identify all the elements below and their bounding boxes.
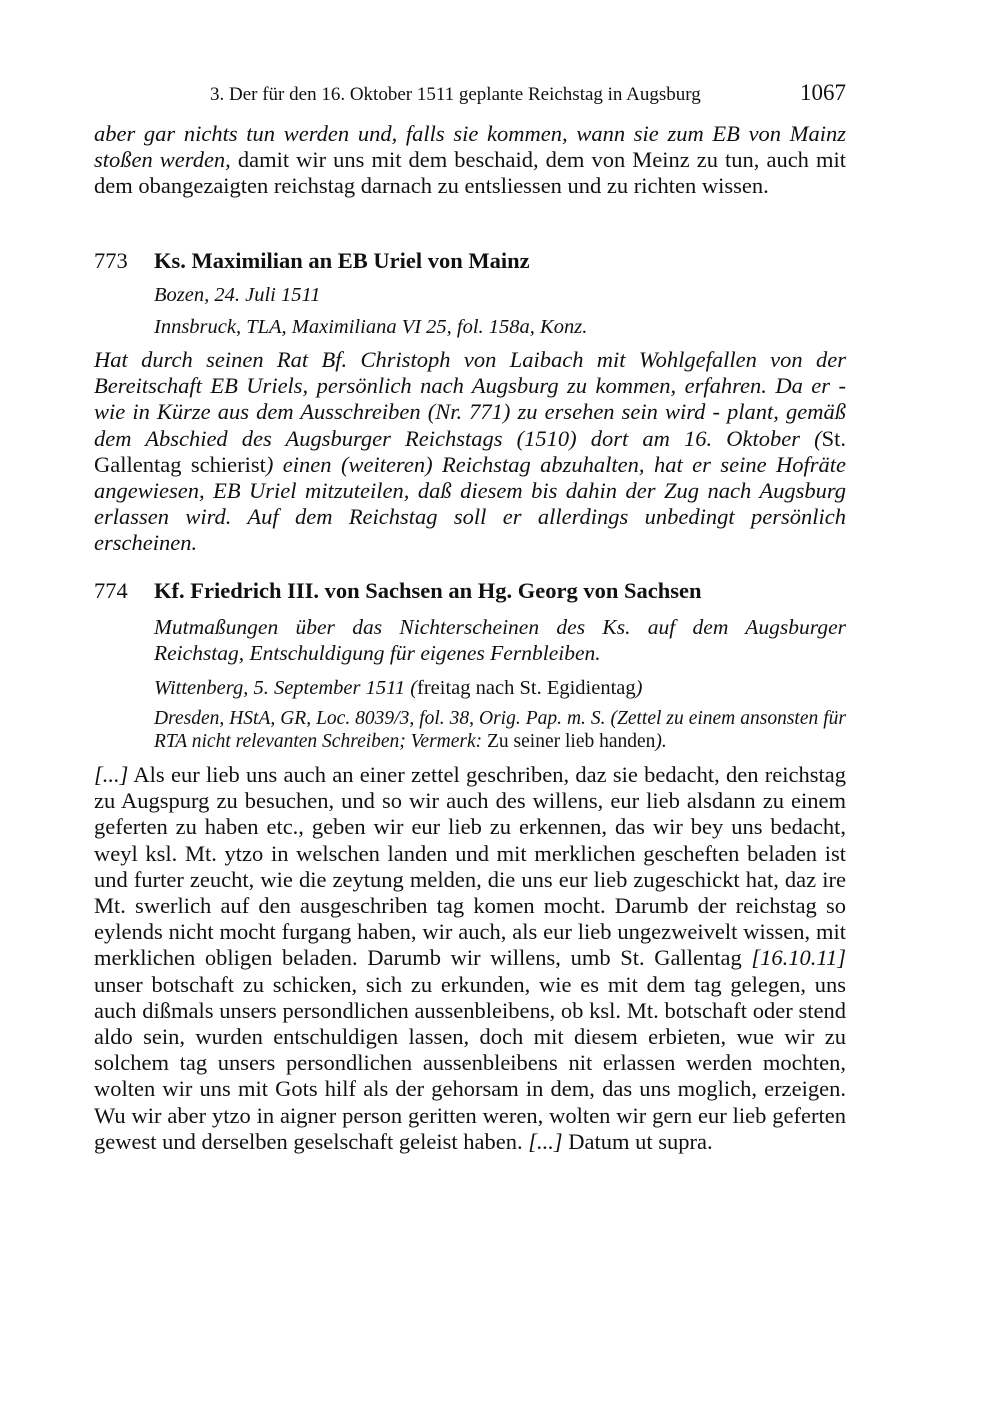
entry-774-heading [94,578,702,604]
entry-773-heading [94,248,530,274]
entry-774-text-a: Als eur lieb uns auch an einer zettel geschriben, daz sie bedacht, den reichstag zu Augspurg zu besuchen, und so wir auch des willens, eur lieb alsdann zu einem geferten zu haben etc., geben wir eur lieb zu erkennen, das wir bey uns bedacht, weyl ksl. Mt. ytzo in welschen landen und mit merklichen gescheften beladen ist und furter zeucht, wie die zeytung melden, die uns eur lieb zugeschickt hat, daz ire Mt. swerlich auf den ausgeschriben tag komen mocht. Darumb der reichstag so eylends nicht mocht furgang haben, wir auch, als eur lieb ungezweivelt wissen, mit merklichen obligen beladen. Darumb wir willens, umb St. Gallentag [94,762,846,971]
entry-774-date [154,676,846,700]
entry-773-number: 773 [94,248,128,273]
entry-773-date: Bozen, 24. Juli 1511 [154,284,321,306]
ellipsis-close: [...] [528,1128,563,1154]
entry-774-date-a: Wittenberg, 5. September 1511 ( [154,677,418,699]
entry-774-number: 774 [94,578,128,603]
editorial-date: [16.10.11] [751,945,846,971]
entry-774-text [94,762,846,1155]
entry-774-source-quote: Zu seiner lieb handen [482,731,656,752]
entry-773-summary [94,347,846,557]
entry-773-summary-c: ) einen (weiteren) Reichstag abzuhalten, hat er seine Hofräte angewiesen, EB Uriel mitzuteilen, daß diesem bis dahin der Zug nach Augsburg erlassen wird. Auf dem Reichstag soll er allerdings unbedingt persönlich erscheinen. [94,451,846,556]
entry-773-summary-quote: St. Gallentag schierist [94,425,846,477]
entry-774-title: Kf. Friedrich III. von Sachsen an Hg. Georg von Sachsen [154,578,702,603]
entry-774-text-b: unser botschaft zu schicken, sich zu erkunden, wie es mit dem tag gelegen, uns auch dißmals unsers persondlichen aussenbleibens, ob ksl. Mt. botschaft oder stend aldo sein, wurden entschuldigen lassen, doch mit diesem erbieten, wue wir zu solchem tag unsers persondlichen aussenbleibens nit erlassen werden mochten, wolten wir uns mit Gots hilf als der gehorsam in dem, das uns moglich, erzeigen. Wu wir aber ytzo in aigner person geritten weren, wolten wir gern eur lieb geferten gewest und derselben geselschaft geleist haben. [94,971,846,1154]
entry-774-text-end: Datum ut supra. [562,1128,713,1154]
entry-774-source [154,707,846,753]
ellipsis-open: [...] [94,762,129,787]
page-number: 1067 [800,80,846,105]
entry-773-summary-a: Hat durch seinen Rat Bf. Christoph von Laibach mit Wohlgefallen von der Bereitschaft EB Uriels, persönlich nach Augsburg zu kommen, erfahren. Da er - wie in Kürze aus dem Ausschreiben (Nr. 771) zu ersehen sein wird - plant, gemäß dem Abschied des Augsburger Reichstags (1510) dort am 16. Oktober ( [94,347,846,451]
continuation-paragraph [94,121,846,200]
entry-774-source-c: ). [655,731,667,752]
entry-774-date-c: ) [635,677,643,699]
entry-773-title: Ks. Maximilian an EB Uriel von Mainz [154,248,530,273]
intro-text: damit wir uns mit dem beschaid, dem von Meinz zu tun, auch mit dem obangezaigten reichstag darnach zu entsliessen und zu richten wissen. [94,147,846,199]
entry-774-source-a: Dresden, HStA, GR, Loc. 8039/3, fol. 38, Orig. Pap. m. S. (Zettel zu einem ansonsten für RTA nicht relevanten Schreiben; Vermerk: [154,708,846,752]
running-title: 3. Der für den 16. Oktober 1511 geplante Reichstag in Augsburg [210,84,701,105]
entry-774-date-quote: freitag nach St. Egidientag [417,677,636,699]
entry-773-source: Innsbruck, TLA, Maximiliana VI 25, fol. 158a, Konz. [154,316,588,338]
intro-italic: aber gar nichts tun werden und, falls sie kommen, wann sie zum EB von Mainz stoßen werden, [94,121,846,173]
entry-774-regest: Mutmaßungen über das Nichterscheinen des Ks. auf dem Augsburger Reichstag, Entschuldigung für eigenes Fernbleiben. [154,615,846,665]
